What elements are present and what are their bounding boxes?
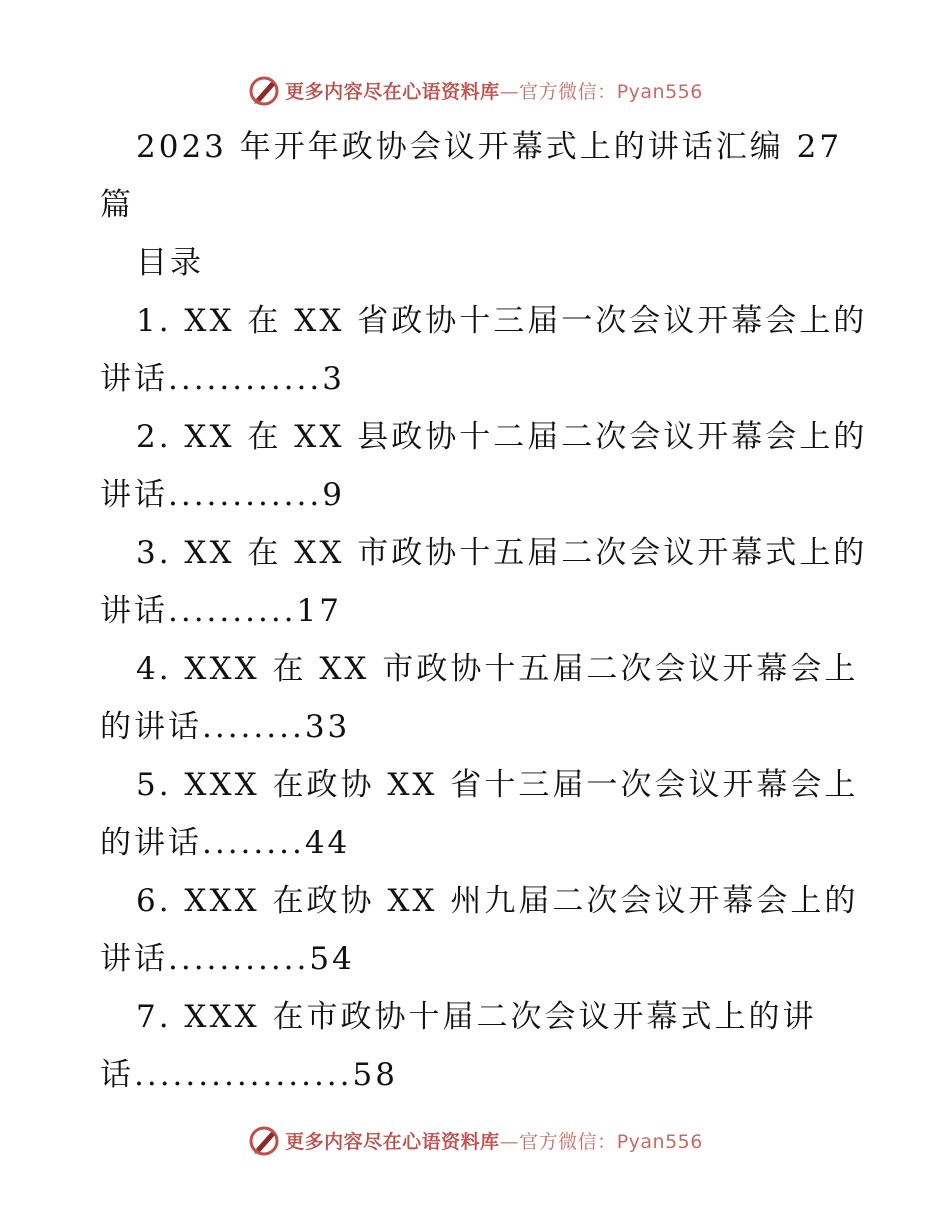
toc-entry[interactable] bbox=[100, 292, 868, 408]
document-body bbox=[100, 118, 868, 1104]
footer-banner bbox=[0, 1120, 950, 1160]
toc-entry-title: 6. XXX 在政协 XX 州九届二次会议开幕会上的 bbox=[136, 883, 859, 919]
toc-entry-page: 话.................58 bbox=[100, 1057, 398, 1093]
toc-entry-page: 讲话...........54 bbox=[100, 941, 355, 977]
toc-list bbox=[100, 292, 868, 1104]
toc-entry-title: 3. XX 在 XX 市政协十五届二次会议开幕式上的 bbox=[136, 535, 868, 571]
toc-heading: 目录 bbox=[136, 245, 204, 281]
banner-text: 更多内容尽在心语资料库—官方微信：Pyan556 bbox=[285, 80, 703, 103]
toc-entry[interactable] bbox=[100, 640, 859, 756]
document-title-continued: 篇 bbox=[100, 187, 134, 223]
toc-entry[interactable] bbox=[100, 524, 868, 640]
toc-entry-page: 的讲话........44 bbox=[100, 825, 351, 861]
pen-logo-icon bbox=[247, 1123, 281, 1157]
header-banner bbox=[0, 70, 950, 110]
toc-entry-title: 1. XX 在 XX 省政协十三届一次会议开幕会上的 bbox=[136, 303, 868, 339]
toc-entry[interactable] bbox=[100, 988, 840, 1104]
toc-entry-title: 2. XX 在 XX 县政协十二届二次会议开幕会上的 bbox=[136, 419, 868, 455]
toc-entry-page: 的讲话........33 bbox=[100, 709, 351, 745]
toc-entry-page: 讲话..........17 bbox=[100, 593, 342, 629]
pen-logo-icon bbox=[247, 73, 281, 107]
toc-entry-title: 5. XXX 在政协 XX 省十三届一次会议开幕会上 bbox=[136, 767, 859, 803]
toc-entry-title: 7. XXX 在市政协十届二次会议开幕式上的讲 bbox=[136, 999, 817, 1035]
toc-entry-page: 讲话............9 bbox=[100, 477, 345, 513]
toc-entry-page: 讲话............3 bbox=[100, 361, 345, 397]
toc-entry[interactable] bbox=[100, 408, 868, 524]
toc-entry[interactable] bbox=[100, 872, 859, 988]
toc-entry[interactable] bbox=[100, 756, 859, 872]
toc-entry-title: 4. XXX 在 XX 市政协十五届二次会议开幕会上 bbox=[136, 651, 859, 687]
banner-text: 更多内容尽在心语资料库—官方微信：Pyan556 bbox=[285, 1130, 703, 1153]
document-title: 2023 年开年政协会议开幕式上的讲话汇编 27 bbox=[136, 129, 843, 165]
